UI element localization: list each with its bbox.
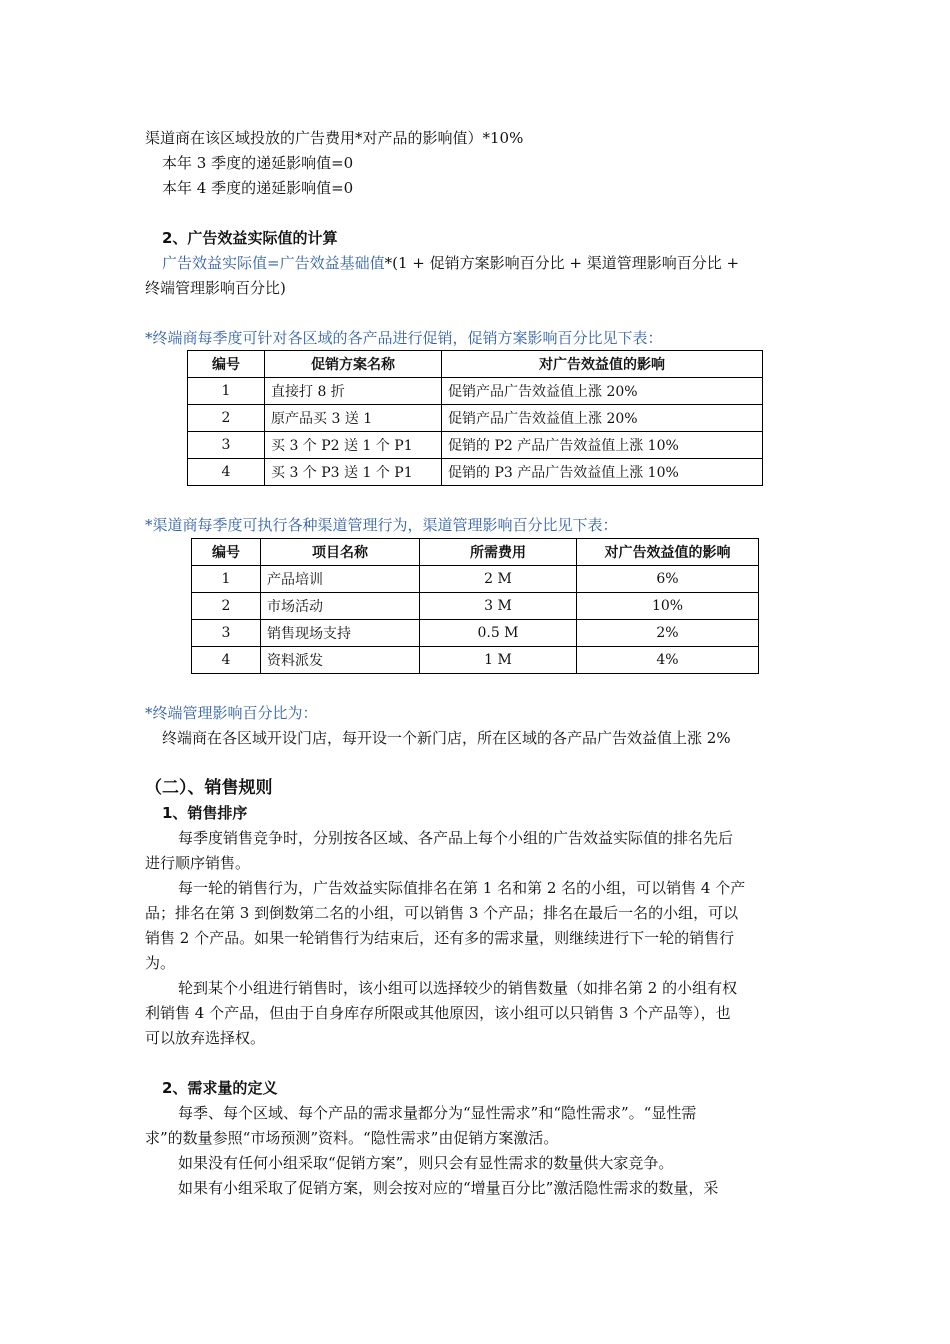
promo-cell-name: 直接打 8 折 [265,378,442,405]
channel-header-id: 编号 [192,539,261,566]
formula-label: 广告效益实际值= [162,254,280,272]
promo-caption: *终端商每季度可针对各区域的各产品进行促销，促销方案影响百分比见下表： [145,329,663,347]
promo-cell-effect: 促销产品广告效益值上涨 20% [442,378,763,405]
channel-cell-name: 产品培训 [261,566,420,593]
channel-header-name: 项目名称 [261,539,420,566]
promo-header-name: 促销方案名称 [265,351,442,378]
intro-line-3: 本年 4 季度的递延影响值=0 [162,179,354,197]
table-header-row [188,351,763,378]
promo-table [187,350,763,486]
intro-line-2: 本年 3 季度的递延影响值=0 [162,154,354,172]
table-row [188,405,763,432]
formula-base-value: 广告效益基础值 [279,254,385,272]
formula-line-1 [162,251,739,275]
table-row [192,620,759,647]
para-5-line-1: 如果没有任何小组采取“促销方案”，则只会有显性需求的数量供大家竞争。 [178,1154,674,1172]
channel-caption: *渠道商每季度可执行各种渠道管理行为，渠道管理影响百分比见下表： [145,516,618,534]
channel-header-cost: 所需费用 [420,539,577,566]
para-4-line-1: 每季、每个区域、每个产品的需求量都分为“显性需求”和“隐性需求”。“显性需 [178,1104,697,1122]
promo-cell-effect: 促销产品广告效益值上涨 20% [442,405,763,432]
para-1-line-2: 进行顺序销售。 [145,854,251,872]
channel-cell-name: 资料派发 [261,647,420,674]
promo-cell-id: 2 [188,405,265,432]
table-row [192,566,759,593]
channel-cell-id: 3 [192,620,261,647]
terminal-caption: *终端管理影响百分比为： [145,704,318,722]
promo-header-effect: 对广告效益值的影响 [442,351,763,378]
channel-cell-effect: 4% [577,647,759,674]
table-row [192,647,759,674]
promo-cell-effect: 促销的 P2 产品广告效益值上涨 10% [442,432,763,459]
promo-cell-id: 4 [188,459,265,486]
section-title-calc: 2、广告效益实际值的计算 [162,229,338,247]
para-1-line-1: 每季度销售竞争时，分别按各区域、各产品上每个小组的广告效益实际值的排名先后 [178,829,734,847]
channel-cell-id: 2 [192,593,261,620]
channel-cell-cost: 2 M [420,566,577,593]
channel-cell-id: 4 [192,647,261,674]
channel-header-effect: 对广告效益值的影响 [577,539,759,566]
para-2-line-2: 品；排名在第 3 到倒数第二名的小组，可以销售 3 个产品；排名在最后一名的小组，可以 [145,904,739,922]
channel-cell-id: 1 [192,566,261,593]
table-row [192,593,759,620]
terminal-text: 终端商在各区域开设门店，每开设一个新门店，所在区域的各产品广告效益值上涨 2% [162,729,731,747]
para-2-line-4: 为。 [145,954,176,972]
channel-cell-effect: 2% [577,620,759,647]
promo-cell-name: 买 3 个 P2 送 1 个 P1 [265,432,442,459]
subsection-demand-definition: 2、需求量的定义 [162,1079,278,1097]
promo-header-id: 编号 [188,351,265,378]
formula-line-2: 终端管理影响百分比) [145,279,286,297]
channel-cell-effect: 10% [577,593,759,620]
para-3-line-2: 利销售 4 个产品，但由于自身库存所限或其他原因，该小组可以只销售 3 个产品等），也 [145,1004,731,1022]
channel-cell-name: 市场活动 [261,593,420,620]
intro-line-1: 渠道商在该区域投放的广告费用*对产品的影响值）*10% [145,129,524,147]
subsection-sales-order: 1、销售排序 [162,804,248,822]
channel-cell-cost: 0.5 M [420,620,577,647]
para-3-line-3: 可以放弃选择权。 [145,1029,266,1047]
channel-cell-effect: 6% [577,566,759,593]
table-header-row [192,539,759,566]
channel-cell-cost: 1 M [420,647,577,674]
para-4-line-2: 求”的数量参照“市场预测”资料。“隐性需求”由促销方案激活。 [145,1129,559,1147]
para-3-line-1: 轮到某个小组进行销售时，该小组可以选择较少的销售数量（如排名第 2 的小组有权 [178,979,738,997]
promo-cell-id: 3 [188,432,265,459]
promo-cell-id: 1 [188,378,265,405]
promo-cell-name: 原产品买 3 送 1 [265,405,442,432]
promo-cell-name: 买 3 个 P3 送 1 个 P1 [265,459,442,486]
table-row [188,378,763,405]
sales-rules-title: （二）、销售规则 [145,778,273,798]
promo-cell-effect: 促销的 P3 产品广告效益值上涨 10% [442,459,763,486]
para-2-line-3: 销售 2 个产品。如果一轮销售行为结束后，还有多的需求量，则继续进行下一轮的销售行 [145,929,735,947]
para-6-line-1: 如果有小组采取了促销方案，则会按对应的“增量百分比”激活隐性需求的数量，采 [178,1179,719,1197]
formula-rest: *(1 + 促销方案影响百分比 + 渠道管理影响百分比 + [384,254,740,272]
table-row [188,459,763,486]
table-row [188,432,763,459]
channel-table [191,538,759,674]
channel-cell-cost: 3 M [420,593,577,620]
channel-cell-name: 销售现场支持 [261,620,420,647]
para-2-line-1: 每一轮的销售行为，广告效益实际值排名在第 1 名和第 2 名的小组，可以销售 4 个产 [178,879,746,897]
